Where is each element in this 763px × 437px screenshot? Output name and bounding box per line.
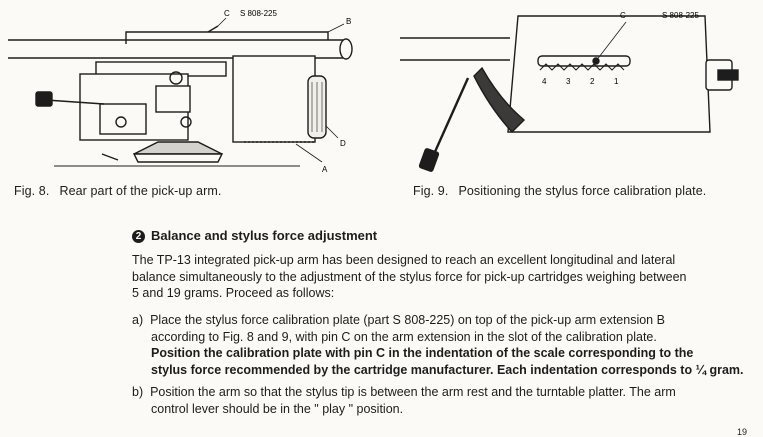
figure-8-label-d: D bbox=[340, 139, 346, 148]
item-a-line: according to Fig. 8 and 9, with pin C on the arm extension in the slot of the calibration plate. bbox=[151, 329, 657, 344]
figure-9-caption bbox=[413, 184, 706, 198]
figure-9-scale-4: 4 bbox=[542, 77, 547, 86]
section-heading-text: Balance and stylus force adjustment bbox=[151, 228, 378, 243]
figure-8-caption-text: Rear part of the pick-up arm. bbox=[59, 184, 222, 198]
section-heading bbox=[132, 228, 377, 243]
intro-line: 5 and 19 grams. Proceed as follows: bbox=[132, 286, 335, 300]
intro-line: balance simultaneously to the adjustment of the stylus force for pick-up cartridges weighing between bbox=[132, 269, 687, 284]
figure-8-caption bbox=[14, 184, 221, 198]
section-number-badge: 2 bbox=[132, 230, 145, 243]
figure-9-scale-1: 1 bbox=[614, 77, 619, 86]
figure-9-scale-3: 3 bbox=[566, 77, 571, 86]
item-a-bold-line: stylus force recommended by the cartridge manufacturer. Each indentation corresponds to ¼ gram. bbox=[151, 362, 744, 377]
figure-8-illustration bbox=[8, 4, 363, 182]
figure-9-caption-text: Positioning the stylus force calibration plate. bbox=[458, 184, 707, 198]
figure-9-label-c: C bbox=[620, 11, 626, 20]
figure-8-caption-number: Fig. 8. bbox=[14, 184, 50, 198]
instruction-item-b bbox=[132, 384, 676, 417]
page-number: 19 bbox=[736, 427, 747, 437]
intro-line: The TP-13 integrated pick-up arm has been designed to reach an excellent longitudinal and lateral bbox=[132, 253, 676, 267]
figure-9-illustration bbox=[400, 4, 745, 182]
item-a-marker: a) bbox=[132, 313, 144, 327]
figure-9-part-number: S 808-225 bbox=[662, 11, 699, 20]
figure-8-label-b: B bbox=[346, 17, 352, 26]
item-a-line: Place the stylus force calibration plate (part S 808-225) on top of the pick-up arm extension B bbox=[150, 313, 665, 327]
figure-9-scale-2: 2 bbox=[590, 77, 595, 86]
intro-paragraph bbox=[132, 252, 686, 302]
item-b-line: Position the arm so that the stylus tip is between the arm rest and the turntable platter. The arm bbox=[150, 385, 676, 399]
item-b-line: control lever should be in the " play " position. bbox=[151, 401, 404, 416]
figure-8-label-c: C bbox=[224, 9, 230, 18]
instruction-item-a bbox=[132, 312, 744, 378]
figure-9-caption-number: Fig. 9. bbox=[413, 184, 449, 198]
item-b-marker: b) bbox=[132, 385, 144, 399]
figure-8-label-a: A bbox=[322, 165, 328, 174]
item-a-bold-line: Position the calibration plate with pin C in the indentation of the scale corresponding to the bbox=[151, 346, 694, 360]
figure-8-part-number: S 808-225 bbox=[240, 9, 277, 18]
